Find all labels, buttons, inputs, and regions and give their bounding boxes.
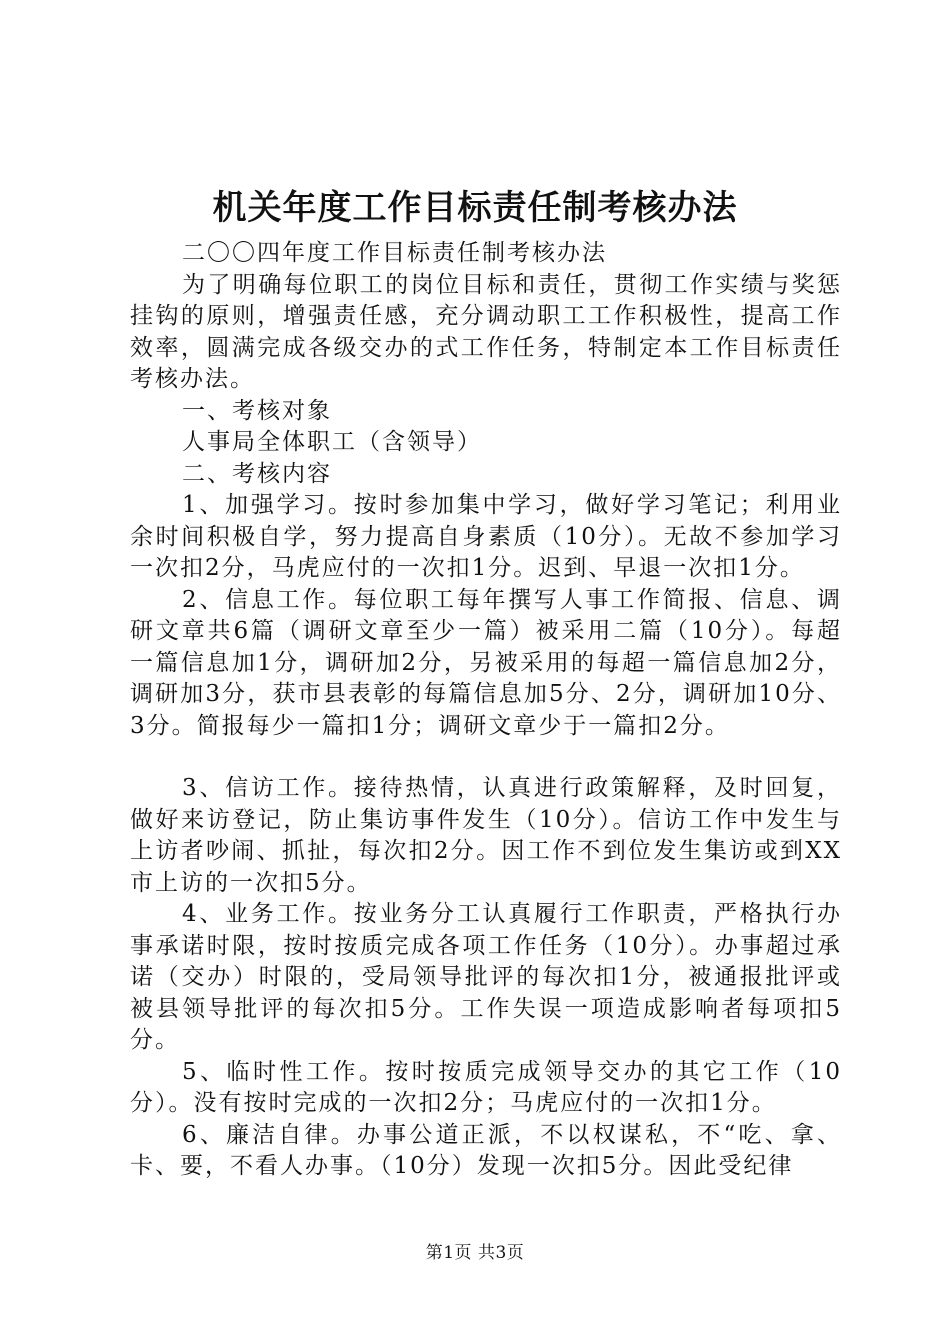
document-title: 机关年度工作目标责任制考核办法 — [212, 188, 738, 228]
paragraph-item-information: 2、信息工作。每位职工每年撰写人事工作简报、信息、调研文章共6篇（调研文章至少一篇）被采用二篇（10分）。每超一篇信息加1分，调研加2分，另被采用的每超一篇信息加2分，调研加3分，获市县表彰的每篇信息加5分、2分，调研加10分、3分。简报每少一篇扣1分；调研文章少于一篇扣2分。 — [130, 586, 842, 739]
section-heading-targets: 一、考核对象 — [182, 397, 332, 424]
paragraph-item-integrity: 6、廉洁自律。办事公道正派，不以权谋私，不“吃、拿、卡、要，不看人办事。（10分）发现一次扣5分。因此受纪律 — [130, 1121, 842, 1179]
paragraph-targets: 人事局全体职工（含领导） — [182, 429, 482, 455]
document-body — [130, 238, 842, 1183]
section-heading-content: 二、考核内容 — [182, 460, 332, 487]
paragraph-item-petition: 3、信访工作。接待热情，认真进行政策解释，及时回复，做好来访登记，防止集访事件发生（10分）。信访工作中发生与上访者吵闹、抓扯，每次扣2分。因工作不到位发生集访或到XX市上访的一次扣5分。 — [130, 775, 842, 896]
paragraph-item-business: 4、业务工作。按业务分工认真履行工作职责，严格执行办事承诺时限，按时按质完成各项工作任务（10分）。办事超过承诺（交办）时限的，受局领导批评的每次扣1分，被通报批评或被县领导批评的每次扣5分。工作失误一项造成影响者每项扣5分。 — [130, 901, 842, 1053]
paragraph-item-temporary: 5、临时性工作。按时按质完成领导交办的其它工作（10分）。没有按时完成的一次扣2分；马虎应付的一次扣1分。 — [130, 1058, 842, 1116]
paragraph-intro: 为了明确每位职工的岗位目标和责任，贯彻工作实绩与奖惩挂钩的原则，增强责任感，充分调动职工工作积极性，提高工作效率，圆满完成各级交办的式工作任务，特制定本工作目标责任考核办法。 — [130, 271, 842, 392]
page-number-footer: 第1页 共3页 — [425, 1243, 525, 1263]
paragraph-subtitle: 二〇〇四年度工作目标责任制考核办法 — [182, 240, 607, 266]
paragraph-item-study: 1、加强学习。按时参加集中学习，做好学习笔记；利用业余时间积极自学，努力提高自身素质（10分）。无故不参加学习一次扣2分，马虎应付的一次扣1分。迟到、早退一次扣1分。 — [130, 492, 842, 581]
